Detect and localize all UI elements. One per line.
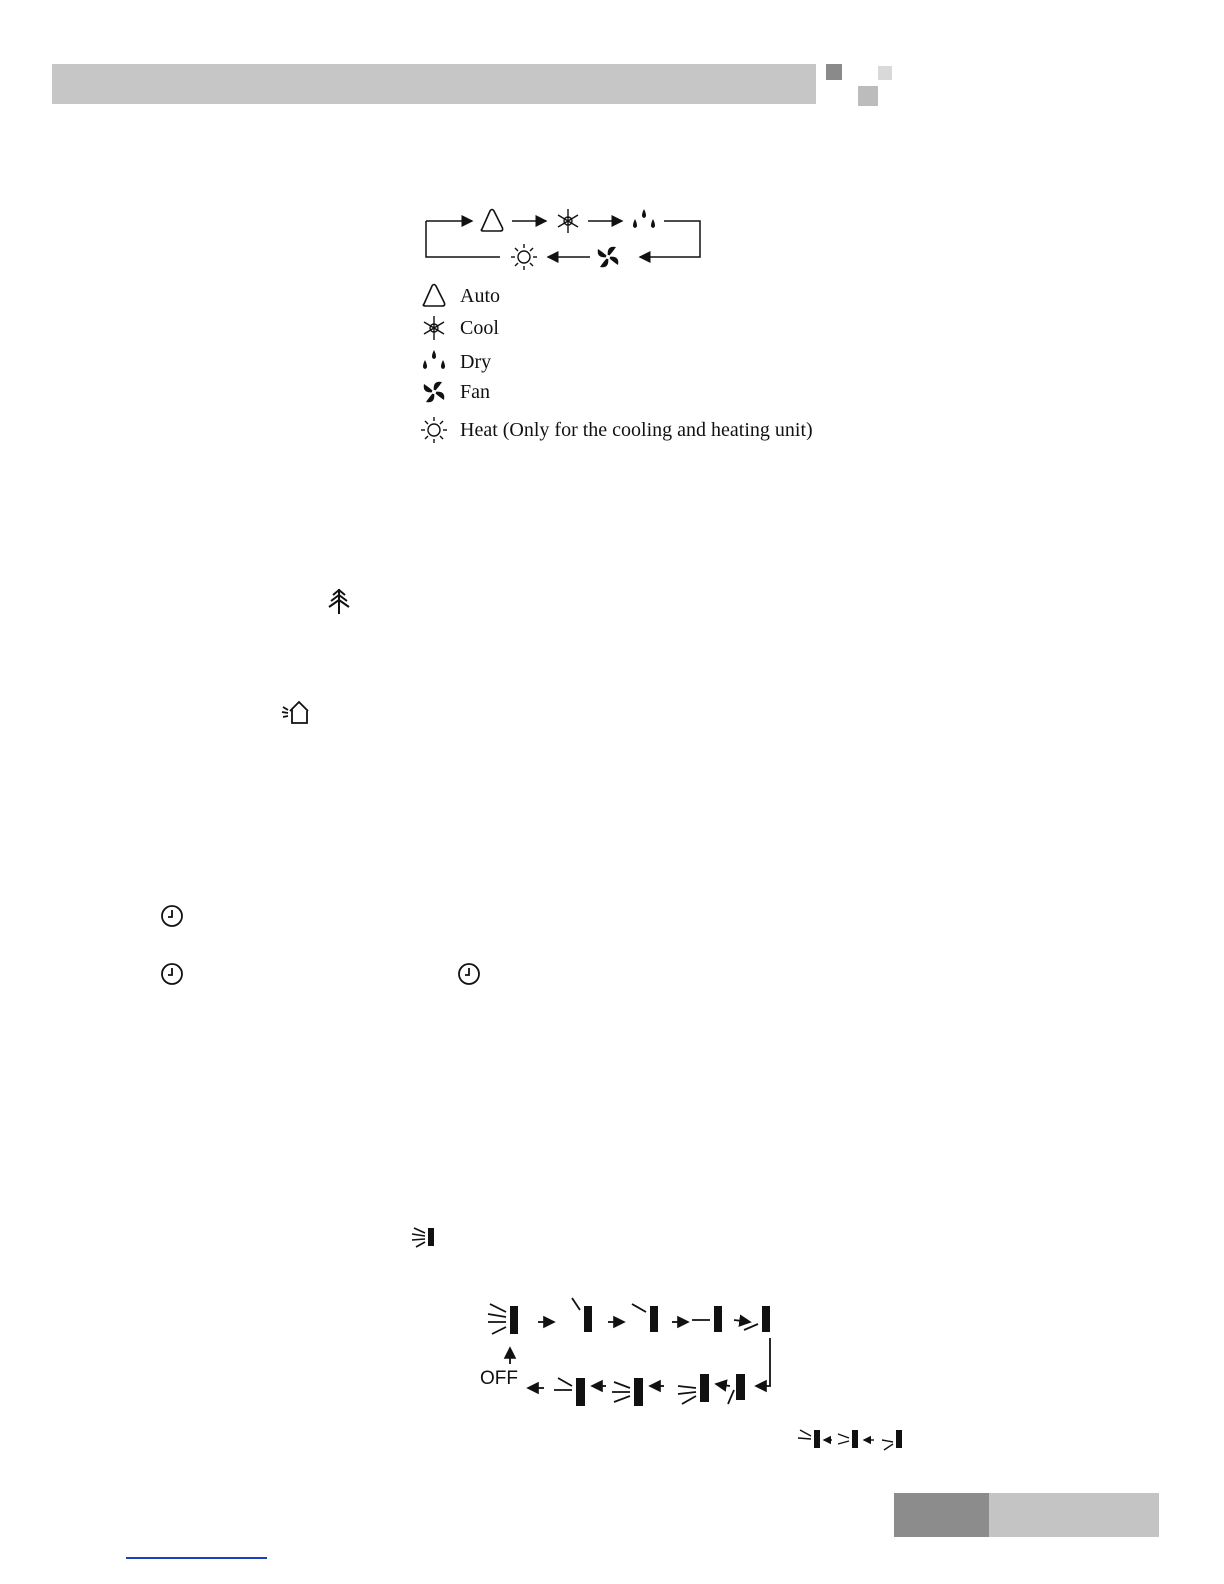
legend-label: Dry (460, 350, 492, 373)
swing-cycle-diagram (478, 1292, 778, 1412)
legend-label: Fan (460, 380, 490, 403)
auto-icon (481, 210, 502, 232)
footer-bar-dark (894, 1493, 989, 1537)
dry-icon (420, 348, 448, 376)
footer-bar-light (989, 1493, 1159, 1537)
legend-item-auto (420, 282, 500, 310)
off-label: OFF (480, 1368, 518, 1389)
louver-position (634, 1378, 643, 1406)
header-bar (52, 64, 816, 104)
swing-sequence-icons (796, 1424, 906, 1454)
legend-item-heat (420, 416, 813, 444)
legend-item-cool (420, 314, 499, 342)
clock-icon (160, 904, 184, 928)
louver-position (576, 1378, 585, 1406)
header-square-dark (826, 64, 842, 80)
louver-position (510, 1306, 518, 1334)
legend-label: Auto (460, 284, 500, 307)
air-icon (280, 697, 312, 729)
louver-position (584, 1306, 592, 1332)
swing-icon (408, 1224, 440, 1252)
louver-position (700, 1374, 709, 1402)
louver-position (762, 1306, 770, 1332)
mode-cycle-diagram (400, 195, 720, 280)
clock-icon (160, 962, 184, 986)
heat-icon (420, 416, 448, 444)
header-square-mid (858, 86, 878, 106)
dry-icon (633, 209, 655, 228)
louver-position (736, 1374, 745, 1400)
auto-icon (420, 282, 448, 310)
cycle-return-line (426, 221, 500, 257)
legend-label: Cool (460, 316, 499, 339)
fan-icon (598, 247, 619, 268)
footer-link-underline[interactable] (126, 1557, 267, 1559)
clock-icon (457, 962, 481, 986)
cool-icon (558, 209, 578, 233)
cool-icon (420, 314, 448, 342)
legend-item-dry (420, 348, 491, 376)
fan-icon (420, 378, 448, 406)
header-square-light (878, 66, 892, 80)
legend-item-fan (420, 378, 490, 406)
heat-icon (511, 244, 537, 270)
louver-position (714, 1306, 722, 1332)
health-icon (324, 586, 354, 616)
legend-label: Heat (Only for the cooling and heating unit) (460, 418, 813, 441)
louver-position (650, 1306, 658, 1332)
